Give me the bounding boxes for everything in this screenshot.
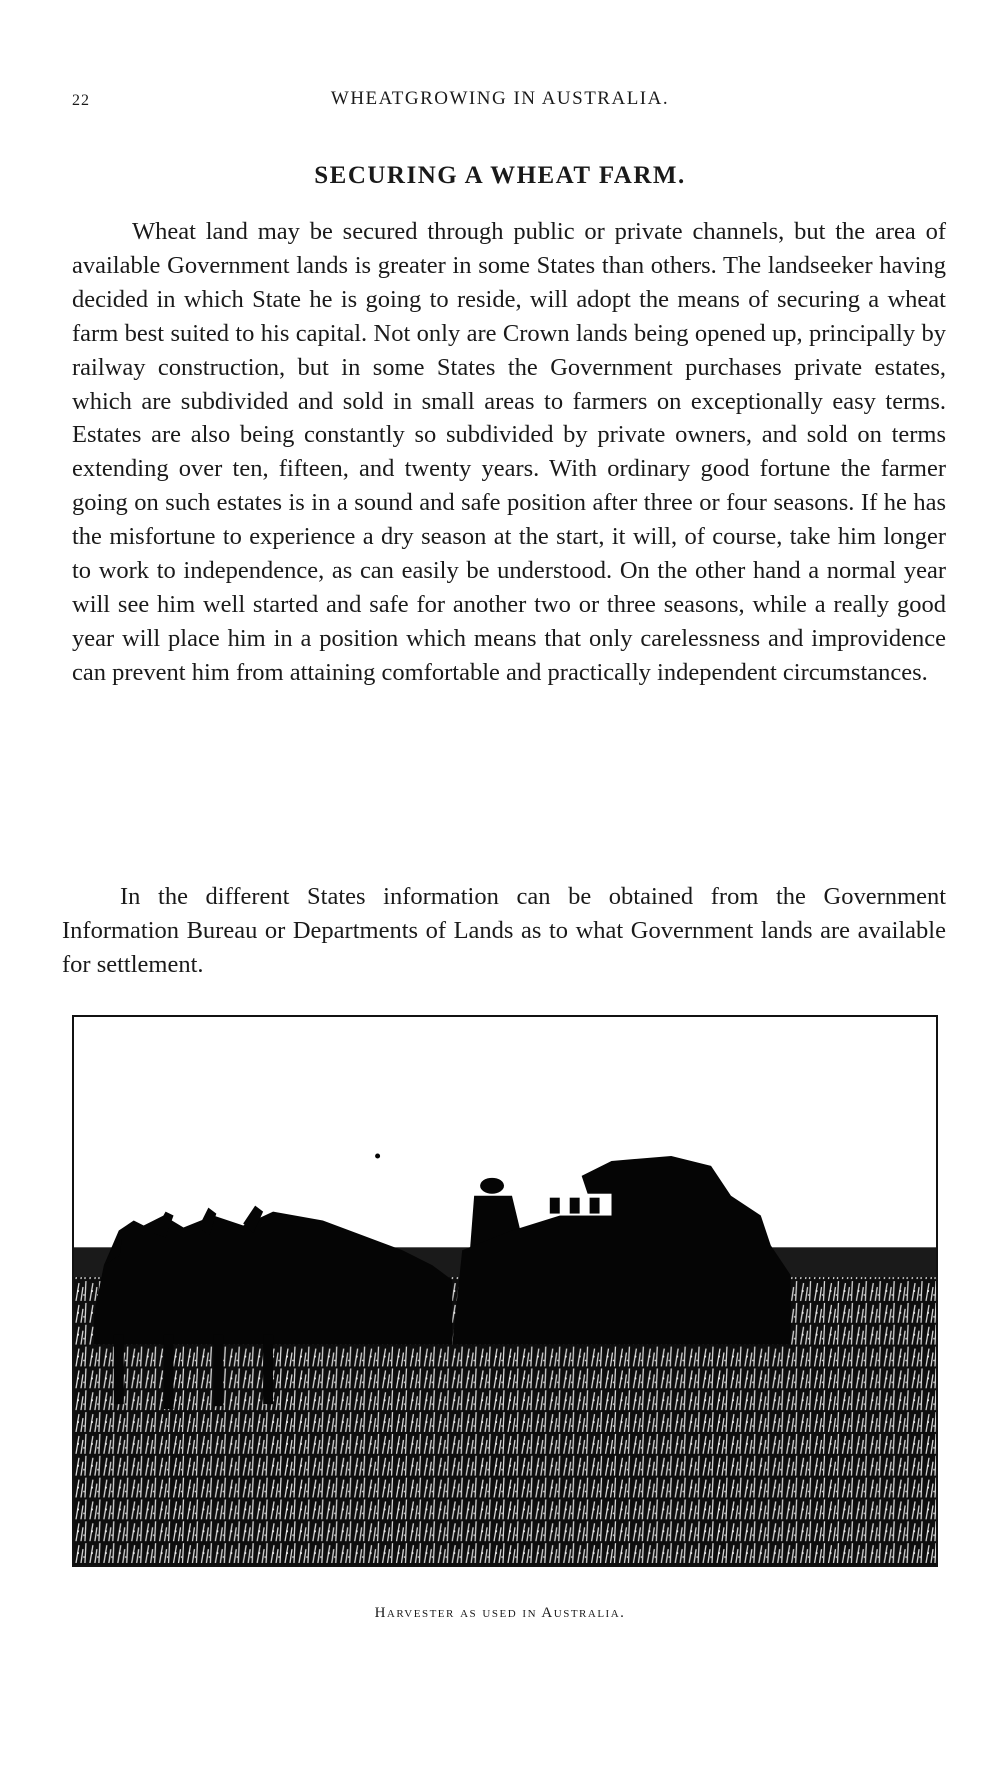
harvester-photo-illustration — [74, 1017, 936, 1565]
paragraph-2: In the different States information can be obtained from the Government Information Bureau or Departments of Lands as to what Government lands are available for settlement. — [62, 883, 946, 978]
running-title: WHEATGROWING IN AUSTRALIA. — [330, 88, 670, 109]
page-number: 22 — [72, 92, 90, 109]
harvester-photograph — [72, 1015, 938, 1567]
section-title: SECURING A WHEAT FARM. — [314, 162, 686, 189]
figure-caption: Harvester as used in Australia. — [374, 1605, 626, 1621]
speck — [375, 1154, 380, 1159]
paragraph-1: Wheat land may be secured through public or private channels, but the area of available Government lands is greater in some States than others. The landseeker having decided in which State he is going to reside, will adopt the means of securing a wheat farm best suited to his capital. Not only are Crown lands being opened up, principally by railway construction, but in some States the Government purchases private estates, which are subdivided and sold in small areas to farmers on exceptionally easy terms. Estates are also being constantly so subdivided by private owners, and sold on terms extending over ten, fifteen, and twenty years. With ordinary good fortune the farmer going on such estates is in a sound and safe position after three or four seasons. If he has the misfortune to experience a dry season at the start, it will, of course, take him longer to work to independence, as can easily be understood. On the other hand a normal year will see him well started and safe for another two or three seasons, while a really good year will place him in a position which means that only carelessness and improvidence can prevent him from attaining comfortable and practically independent circumstances. — [72, 218, 946, 686]
